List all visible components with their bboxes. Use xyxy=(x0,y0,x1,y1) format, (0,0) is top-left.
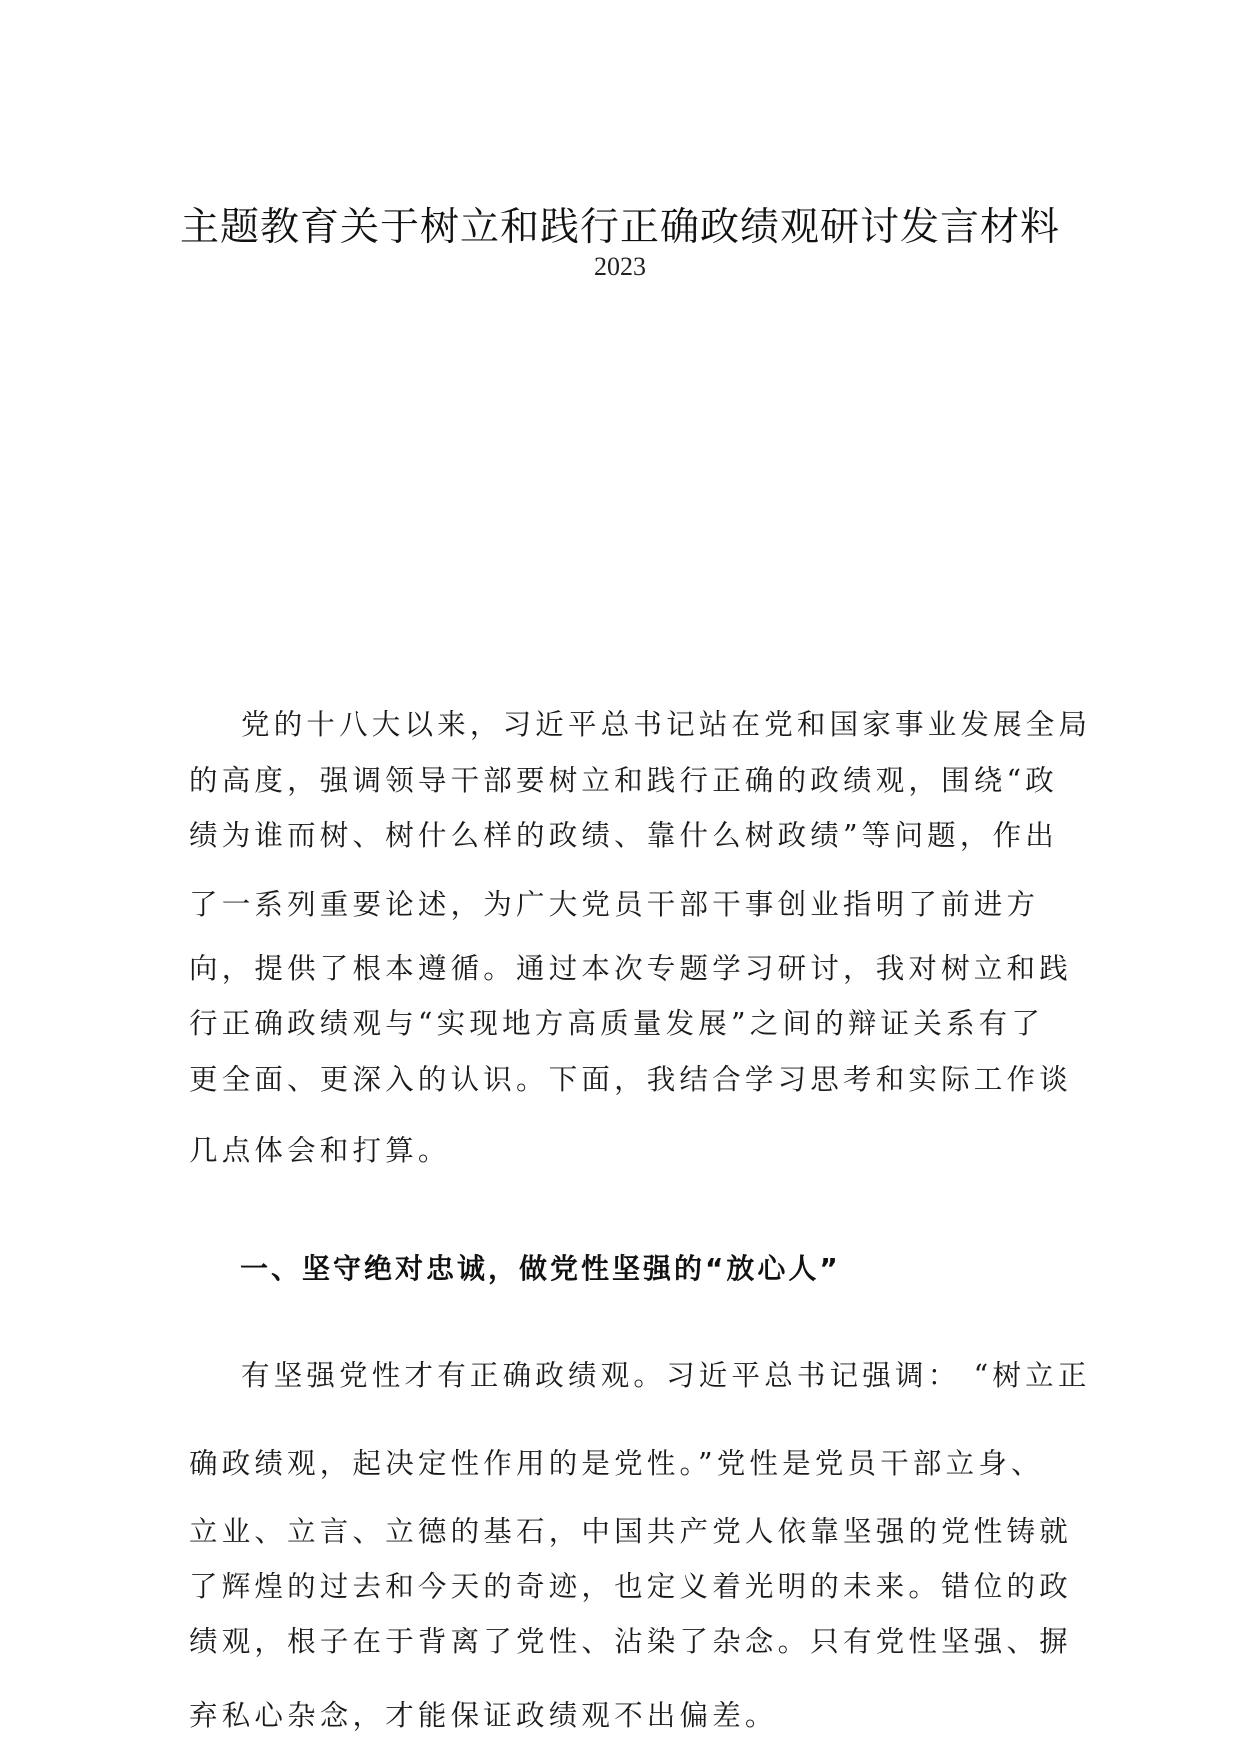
intro-line-3: 绩为谁而树、树什么样的政绩、靠什么树政绩”等问题，作出 xyxy=(189,819,1058,852)
section1-line-4: 了辉煌的过去和今天的奇迹，也定义着光明的未来。错位的政 xyxy=(189,1570,1072,1603)
section1-line-3: 立业、立言、立德的基石，中国共产党人依靠坚强的党性铸就 xyxy=(189,1515,1072,1548)
section1-line-6: 弃私心杂念，才能保证政绩观不出偏差。 xyxy=(189,1699,778,1732)
intro-line-1: 党的十八大以来，习近平总书记站在党和国家事业发展全局 xyxy=(241,708,1092,741)
section1-line-1: 有坚强党性才有正确政绩观。习近平总书记强调： “树立正 xyxy=(241,1359,1091,1392)
document-year: 2023 xyxy=(594,252,646,281)
intro-line-4: 了一系列重要论述，为广大党员干部干事创业指明了前进方 xyxy=(189,888,1040,921)
section-heading-1: 一、坚守绝对忠诚，做党性坚强的“放心人” xyxy=(240,1252,841,1285)
section1-line-5: 绩观，根子在于背离了党性、沾染了杂念。只有党性坚强、摒 xyxy=(189,1625,1072,1658)
intro-line-6: 行正确政绩观与“实现地方高质量发展”之间的辩证关系有了 xyxy=(189,1007,1045,1040)
intro-line-7: 更全面、更深入的认识。下面，我结合学习思考和实际工作谈 xyxy=(189,1063,1072,1096)
section1-line-2: 确政绩观，起决定性作用的是党性。”党性是党员干部立身、 xyxy=(189,1447,1044,1480)
intro-line-2: 的高度，强调领导干部要树立和践行正确的政绩观，围绕“政 xyxy=(189,764,1058,797)
document-title: 主题教育关于树立和践行正确政绩观研讨发言材料 xyxy=(179,205,1060,250)
intro-line-5: 向，提供了根本遵循。通过本次专题学习研讨，我对树立和践 xyxy=(189,952,1072,985)
intro-line-8: 几点体会和打算。 xyxy=(189,1134,451,1167)
